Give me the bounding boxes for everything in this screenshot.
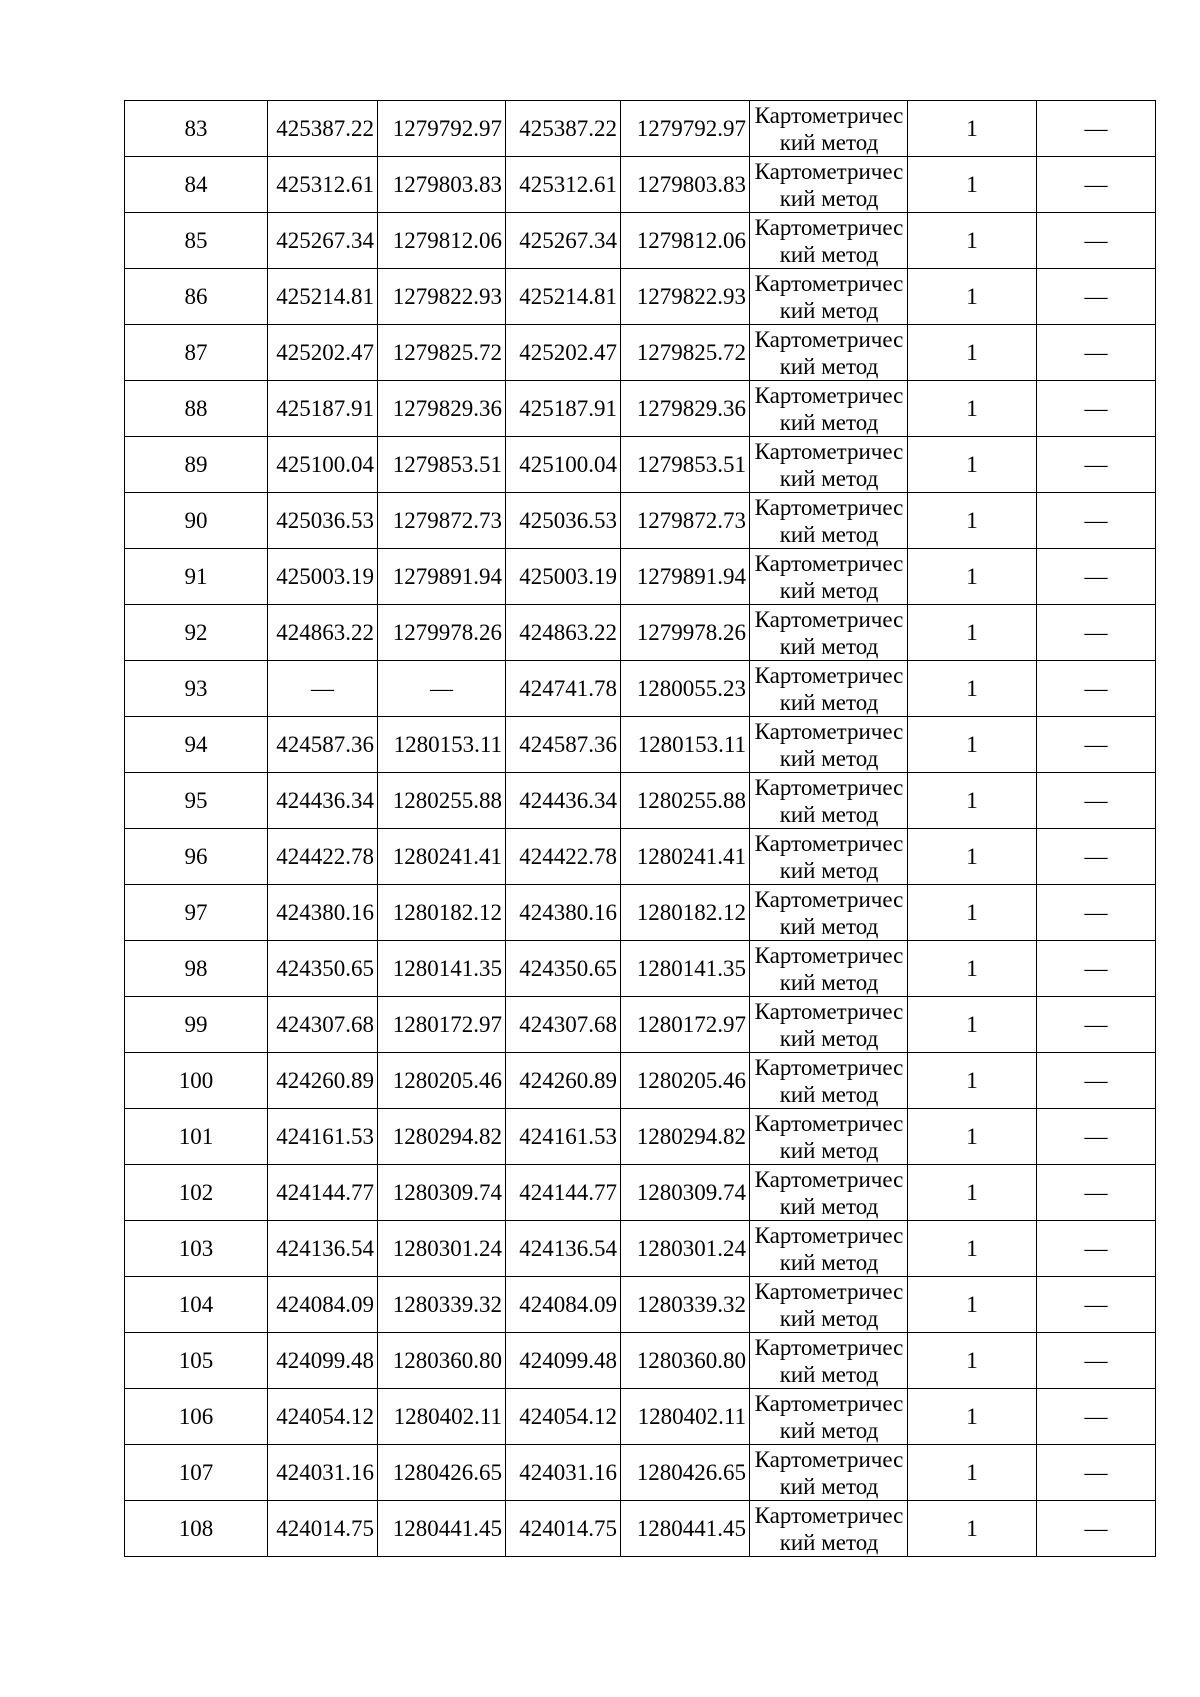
- table-row: [125, 213, 1156, 269]
- method-text: Картометрический метод: [754, 942, 904, 995]
- new-x-cell: 424587.36: [506, 717, 621, 773]
- table-row: [125, 941, 1156, 997]
- method-text: Картометрический метод: [754, 774, 904, 827]
- table-row: [125, 829, 1156, 885]
- method-cell: [750, 1501, 908, 1557]
- method-text: Картометрический метод: [754, 214, 904, 267]
- existing-y-cell: 1280255.88: [378, 773, 506, 829]
- existing-y-cell: —: [378, 661, 506, 717]
- existing-x-cell: 424136.54: [268, 1221, 378, 1277]
- accuracy-cell: 1: [908, 325, 1037, 381]
- new-x-cell: 425003.19: [506, 549, 621, 605]
- new-x-cell: 425202.47: [506, 325, 621, 381]
- new-x-cell: 424099.48: [506, 1333, 621, 1389]
- existing-x-cell: 424863.22: [268, 605, 378, 661]
- method-text: Картометрический метод: [754, 718, 904, 771]
- table-row: [125, 717, 1156, 773]
- note-cell: —: [1037, 1333, 1156, 1389]
- point-number-cell: 86: [125, 269, 268, 325]
- existing-y-cell: 1280339.32: [378, 1277, 506, 1333]
- note-cell: —: [1037, 717, 1156, 773]
- new-x-cell: 424014.75: [506, 1501, 621, 1557]
- existing-x-cell: 424161.53: [268, 1109, 378, 1165]
- existing-x-cell: 425187.91: [268, 381, 378, 437]
- method-cell: [750, 717, 908, 773]
- existing-x-cell: —: [268, 661, 378, 717]
- table-row: [125, 1445, 1156, 1501]
- method-text: Картометрический метод: [754, 1390, 904, 1443]
- new-y-cell: 1280402.11: [621, 1389, 750, 1445]
- note-cell: —: [1037, 773, 1156, 829]
- point-number-cell: 104: [125, 1277, 268, 1333]
- existing-y-cell: 1279829.36: [378, 381, 506, 437]
- existing-x-cell: 424144.77: [268, 1165, 378, 1221]
- accuracy-cell: 1: [908, 1445, 1037, 1501]
- table-row: [125, 605, 1156, 661]
- new-y-cell: 1280360.80: [621, 1333, 750, 1389]
- note-cell: —: [1037, 997, 1156, 1053]
- method-text: Картометрический метод: [754, 1054, 904, 1107]
- point-number-cell: 84: [125, 157, 268, 213]
- existing-y-cell: 1279891.94: [378, 549, 506, 605]
- new-y-cell: 1279825.72: [621, 325, 750, 381]
- existing-x-cell: 425003.19: [268, 549, 378, 605]
- new-y-cell: 1280172.97: [621, 997, 750, 1053]
- table-row: [125, 269, 1156, 325]
- method-text: Картометрический метод: [754, 1334, 904, 1387]
- note-cell: —: [1037, 1165, 1156, 1221]
- accuracy-cell: 1: [908, 661, 1037, 717]
- new-y-cell: 1280153.11: [621, 717, 750, 773]
- new-y-cell: 1280301.24: [621, 1221, 750, 1277]
- method-cell: [750, 101, 908, 157]
- table-row: [125, 1221, 1156, 1277]
- new-x-cell: 424144.77: [506, 1165, 621, 1221]
- existing-x-cell: 424054.12: [268, 1389, 378, 1445]
- existing-y-cell: 1279853.51: [378, 437, 506, 493]
- method-cell: [750, 1445, 908, 1501]
- existing-y-cell: 1280426.65: [378, 1445, 506, 1501]
- existing-y-cell: 1280402.11: [378, 1389, 506, 1445]
- existing-x-cell: 424099.48: [268, 1333, 378, 1389]
- new-y-cell: 1279822.93: [621, 269, 750, 325]
- new-x-cell: 424136.54: [506, 1221, 621, 1277]
- table-row: [125, 1053, 1156, 1109]
- method-text: Картометрический метод: [754, 494, 904, 547]
- method-text: Картометрический метод: [754, 662, 904, 715]
- accuracy-cell: 1: [908, 885, 1037, 941]
- method-text: Картометрический метод: [754, 606, 904, 659]
- table-row: [125, 493, 1156, 549]
- existing-x-cell: 424587.36: [268, 717, 378, 773]
- coordinates-table: [124, 100, 1156, 1557]
- point-number-cell: 92: [125, 605, 268, 661]
- new-y-cell: 1279812.06: [621, 213, 750, 269]
- accuracy-cell: 1: [908, 1501, 1037, 1557]
- table-row: [125, 325, 1156, 381]
- method-cell: [750, 997, 908, 1053]
- new-y-cell: 1279853.51: [621, 437, 750, 493]
- existing-y-cell: 1280172.97: [378, 997, 506, 1053]
- accuracy-cell: 1: [908, 773, 1037, 829]
- method-text: Картометрический метод: [754, 1166, 904, 1219]
- method-cell: [750, 1333, 908, 1389]
- method-cell: [750, 549, 908, 605]
- accuracy-cell: 1: [908, 437, 1037, 493]
- new-y-cell: 1279792.97: [621, 101, 750, 157]
- new-y-cell: 1280441.45: [621, 1501, 750, 1557]
- table-row: [125, 157, 1156, 213]
- new-x-cell: 424436.34: [506, 773, 621, 829]
- accuracy-cell: 1: [908, 1109, 1037, 1165]
- note-cell: —: [1037, 1389, 1156, 1445]
- existing-x-cell: 425214.81: [268, 269, 378, 325]
- existing-y-cell: 1280294.82: [378, 1109, 506, 1165]
- note-cell: —: [1037, 1277, 1156, 1333]
- note-cell: —: [1037, 1445, 1156, 1501]
- existing-y-cell: 1280241.41: [378, 829, 506, 885]
- note-cell: —: [1037, 1221, 1156, 1277]
- existing-x-cell: 424307.68: [268, 997, 378, 1053]
- point-number-cell: 100: [125, 1053, 268, 1109]
- existing-x-cell: 424380.16: [268, 885, 378, 941]
- new-x-cell: 424741.78: [506, 661, 621, 717]
- method-cell: [750, 1221, 908, 1277]
- new-x-cell: 425387.22: [506, 101, 621, 157]
- existing-x-cell: 425100.04: [268, 437, 378, 493]
- existing-y-cell: 1280182.12: [378, 885, 506, 941]
- method-text: Картометрический метод: [754, 270, 904, 323]
- existing-x-cell: 424260.89: [268, 1053, 378, 1109]
- accuracy-cell: 1: [908, 605, 1037, 661]
- new-x-cell: 424350.65: [506, 941, 621, 997]
- existing-y-cell: 1280141.35: [378, 941, 506, 997]
- point-number-cell: 87: [125, 325, 268, 381]
- new-x-cell: 425267.34: [506, 213, 621, 269]
- new-x-cell: 424031.16: [506, 1445, 621, 1501]
- method-cell: [750, 829, 908, 885]
- new-y-cell: 1280241.41: [621, 829, 750, 885]
- existing-x-cell: 424031.16: [268, 1445, 378, 1501]
- method-cell: [750, 381, 908, 437]
- accuracy-cell: 1: [908, 1165, 1037, 1221]
- table-row: [125, 997, 1156, 1053]
- method-cell: [750, 1389, 908, 1445]
- new-x-cell: 425214.81: [506, 269, 621, 325]
- method-cell: [750, 773, 908, 829]
- point-number-cell: 105: [125, 1333, 268, 1389]
- note-cell: —: [1037, 661, 1156, 717]
- accuracy-cell: 1: [908, 997, 1037, 1053]
- existing-y-cell: 1280360.80: [378, 1333, 506, 1389]
- note-cell: —: [1037, 605, 1156, 661]
- new-y-cell: 1280255.88: [621, 773, 750, 829]
- accuracy-cell: 1: [908, 717, 1037, 773]
- method-text: Картометрический метод: [754, 102, 904, 155]
- accuracy-cell: 1: [908, 1221, 1037, 1277]
- accuracy-cell: 1: [908, 1389, 1037, 1445]
- existing-x-cell: 424422.78: [268, 829, 378, 885]
- method-cell: [750, 269, 908, 325]
- table-row: [125, 1333, 1156, 1389]
- table-row: [125, 661, 1156, 717]
- new-y-cell: 1279872.73: [621, 493, 750, 549]
- method-cell: [750, 661, 908, 717]
- method-cell: [750, 605, 908, 661]
- table-row: [125, 885, 1156, 941]
- existing-y-cell: 1279792.97: [378, 101, 506, 157]
- point-number-cell: 101: [125, 1109, 268, 1165]
- accuracy-cell: 1: [908, 1333, 1037, 1389]
- note-cell: —: [1037, 157, 1156, 213]
- point-number-cell: 90: [125, 493, 268, 549]
- table-row: [125, 1277, 1156, 1333]
- method-text: Картометрический метод: [754, 1446, 904, 1499]
- note-cell: —: [1037, 213, 1156, 269]
- note-cell: —: [1037, 885, 1156, 941]
- method-text: Картометрический метод: [754, 158, 904, 211]
- method-text: Картометрический метод: [754, 438, 904, 491]
- point-number-cell: 106: [125, 1389, 268, 1445]
- existing-x-cell: 424350.65: [268, 941, 378, 997]
- method-text: Картометрический метод: [754, 382, 904, 435]
- point-number-cell: 102: [125, 1165, 268, 1221]
- note-cell: —: [1037, 1053, 1156, 1109]
- point-number-cell: 103: [125, 1221, 268, 1277]
- table-row: [125, 773, 1156, 829]
- new-y-cell: 1280339.32: [621, 1277, 750, 1333]
- new-y-cell: 1280309.74: [621, 1165, 750, 1221]
- existing-y-cell: 1280153.11: [378, 717, 506, 773]
- method-text: Картометрический метод: [754, 1278, 904, 1331]
- accuracy-cell: 1: [908, 493, 1037, 549]
- table-body: [125, 101, 1156, 1557]
- existing-x-cell: 424014.75: [268, 1501, 378, 1557]
- existing-y-cell: 1279812.06: [378, 213, 506, 269]
- note-cell: —: [1037, 437, 1156, 493]
- method-cell: [750, 325, 908, 381]
- table-row: [125, 1501, 1156, 1557]
- existing-y-cell: 1280441.45: [378, 1501, 506, 1557]
- new-y-cell: 1280055.23: [621, 661, 750, 717]
- note-cell: —: [1037, 549, 1156, 605]
- existing-x-cell: 425267.34: [268, 213, 378, 269]
- point-number-cell: 94: [125, 717, 268, 773]
- accuracy-cell: 1: [908, 549, 1037, 605]
- note-cell: —: [1037, 493, 1156, 549]
- new-x-cell: 425100.04: [506, 437, 621, 493]
- existing-y-cell: 1279803.83: [378, 157, 506, 213]
- method-cell: [750, 493, 908, 549]
- existing-y-cell: 1279872.73: [378, 493, 506, 549]
- method-cell: [750, 1053, 908, 1109]
- new-x-cell: 424307.68: [506, 997, 621, 1053]
- table-row: [125, 1109, 1156, 1165]
- new-y-cell: 1279803.83: [621, 157, 750, 213]
- table-row: [125, 549, 1156, 605]
- accuracy-cell: 1: [908, 381, 1037, 437]
- note-cell: —: [1037, 325, 1156, 381]
- note-cell: —: [1037, 829, 1156, 885]
- note-cell: —: [1037, 101, 1156, 157]
- point-number-cell: 88: [125, 381, 268, 437]
- point-number-cell: 97: [125, 885, 268, 941]
- accuracy-cell: 1: [908, 101, 1037, 157]
- new-x-cell: 424380.16: [506, 885, 621, 941]
- existing-x-cell: 424436.34: [268, 773, 378, 829]
- new-x-cell: 425187.91: [506, 381, 621, 437]
- existing-y-cell: 1279822.93: [378, 269, 506, 325]
- table-row: [125, 381, 1156, 437]
- method-cell: [750, 1277, 908, 1333]
- existing-y-cell: 1280205.46: [378, 1053, 506, 1109]
- method-cell: [750, 213, 908, 269]
- new-y-cell: 1280182.12: [621, 885, 750, 941]
- point-number-cell: 83: [125, 101, 268, 157]
- note-cell: —: [1037, 941, 1156, 997]
- accuracy-cell: 1: [908, 213, 1037, 269]
- existing-y-cell: 1279825.72: [378, 325, 506, 381]
- method-text: Картометрический метод: [754, 1222, 904, 1275]
- method-text: Картометрический метод: [754, 1110, 904, 1163]
- accuracy-cell: 1: [908, 829, 1037, 885]
- new-x-cell: 424260.89: [506, 1053, 621, 1109]
- point-number-cell: 95: [125, 773, 268, 829]
- point-number-cell: 91: [125, 549, 268, 605]
- new-x-cell: 424863.22: [506, 605, 621, 661]
- point-number-cell: 89: [125, 437, 268, 493]
- method-text: Картометрический метод: [754, 1502, 904, 1555]
- existing-x-cell: 425202.47: [268, 325, 378, 381]
- note-cell: —: [1037, 1501, 1156, 1557]
- accuracy-cell: 1: [908, 1277, 1037, 1333]
- accuracy-cell: 1: [908, 1053, 1037, 1109]
- method-text: Картометрический метод: [754, 550, 904, 603]
- method-text: Картометрический метод: [754, 830, 904, 883]
- existing-x-cell: 425036.53: [268, 493, 378, 549]
- point-number-cell: 99: [125, 997, 268, 1053]
- new-y-cell: 1279829.36: [621, 381, 750, 437]
- accuracy-cell: 1: [908, 157, 1037, 213]
- method-cell: [750, 157, 908, 213]
- new-y-cell: 1279978.26: [621, 605, 750, 661]
- new-y-cell: 1280426.65: [621, 1445, 750, 1501]
- existing-y-cell: 1279978.26: [378, 605, 506, 661]
- method-cell: [750, 1165, 908, 1221]
- new-y-cell: 1280294.82: [621, 1109, 750, 1165]
- new-x-cell: 424161.53: [506, 1109, 621, 1165]
- existing-x-cell: 424084.09: [268, 1277, 378, 1333]
- table-row: [125, 1165, 1156, 1221]
- accuracy-cell: 1: [908, 941, 1037, 997]
- new-y-cell: 1280205.46: [621, 1053, 750, 1109]
- new-x-cell: 425036.53: [506, 493, 621, 549]
- method-cell: [750, 885, 908, 941]
- existing-y-cell: 1280301.24: [378, 1221, 506, 1277]
- new-y-cell: 1279891.94: [621, 549, 750, 605]
- method-text: Картометрический метод: [754, 998, 904, 1051]
- existing-x-cell: 425312.61: [268, 157, 378, 213]
- table-row: [125, 1389, 1156, 1445]
- method-cell: [750, 941, 908, 997]
- new-x-cell: 425312.61: [506, 157, 621, 213]
- table-row: [125, 101, 1156, 157]
- method-cell: [750, 1109, 908, 1165]
- note-cell: —: [1037, 381, 1156, 437]
- accuracy-cell: 1: [908, 269, 1037, 325]
- new-x-cell: 424054.12: [506, 1389, 621, 1445]
- point-number-cell: 98: [125, 941, 268, 997]
- method-cell: [750, 437, 908, 493]
- new-x-cell: 424422.78: [506, 829, 621, 885]
- point-number-cell: 93: [125, 661, 268, 717]
- new-y-cell: 1280141.35: [621, 941, 750, 997]
- point-number-cell: 96: [125, 829, 268, 885]
- note-cell: —: [1037, 1109, 1156, 1165]
- note-cell: —: [1037, 269, 1156, 325]
- method-text: Картометрический метод: [754, 886, 904, 939]
- existing-y-cell: 1280309.74: [378, 1165, 506, 1221]
- point-number-cell: 108: [125, 1501, 268, 1557]
- existing-x-cell: 425387.22: [268, 101, 378, 157]
- table-row: [125, 437, 1156, 493]
- new-x-cell: 424084.09: [506, 1277, 621, 1333]
- point-number-cell: 107: [125, 1445, 268, 1501]
- method-text: Картометрический метод: [754, 326, 904, 379]
- point-number-cell: 85: [125, 213, 268, 269]
